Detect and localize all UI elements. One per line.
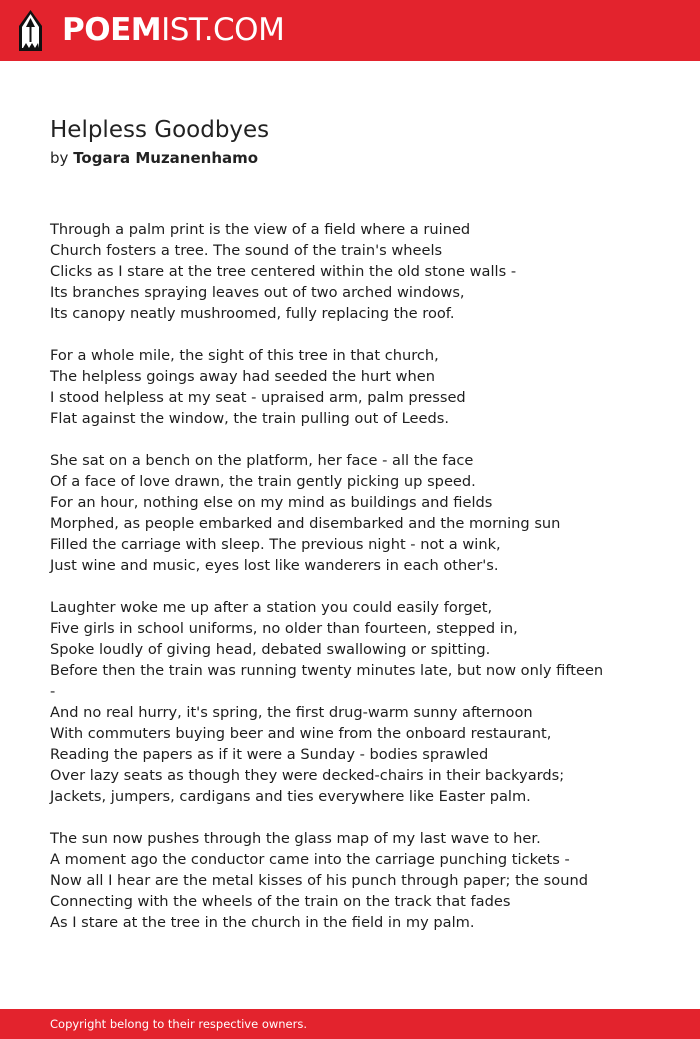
poem-line: For a whole mile, the sight of this tree in that church, [50,347,439,364]
poem-line: Its branches spraying leaves out of two arched windows, [50,284,465,301]
poem-line: Connecting with the wheels of the train on the track that fades [50,893,511,910]
poem-line: Laughter woke me up after a station you could easily forget, [50,599,493,616]
poem-line: And no real hurry, it's spring, the first drug-warm sunny afternoon [50,704,533,721]
poem-line: Five girls in school uniforms, no older than fourteen, stepped in, [50,620,518,637]
poem-line: The helpless goings away had seeded the hurt when [50,368,435,385]
poem-line: The sun now pushes through the glass map of my last wave to her. [50,830,541,847]
poem-line: Spoke loudly of giving head, debated swallowing or spitting. [50,641,491,658]
site-logo[interactable] [62,12,284,48]
poem-line: Before then the train was running twenty minutes late, but now only fifteen [50,662,604,679]
poem-line: Flat against the window, the train pulling out of Leeds. [50,410,450,427]
stanza-gap [50,429,670,450]
poem-line: For an hour, nothing else on my mind as buildings and fields [50,494,493,511]
brand-light-text: IST.COM [161,12,285,48]
poem-byline [50,149,258,167]
pen-nib-icon[interactable] [18,10,43,52]
poem-line: She sat on a bench on the platform, her face - all the face [50,452,474,469]
poem-line: A moment ago the conductor came into the carriage punching tickets - [50,851,570,868]
stanza-gap [50,576,670,597]
site-header [0,0,700,61]
poem-line: I stood helpless at my seat - upraised arm, palm pressed [50,389,466,406]
poem-line: Now all I hear are the metal kisses of his punch through paper; the sound [50,872,588,889]
poem-line: Its canopy neatly mushroomed, fully replacing the roof. [50,305,455,322]
brand-bold-text: POEM [62,12,162,48]
by-label: by [50,149,69,167]
poem-line: Reading the papers as if it were a Sunday - bodies sprawled [50,746,489,763]
poem-line: Clicks as I stare at the tree centered within the old stone walls - [50,263,517,280]
poem-line: As I stare at the tree in the church in the field in my palm. [50,914,475,931]
poem-line: Morphed, as people embarked and disembarked and the morning sun [50,515,561,532]
poem-line: - [50,683,56,700]
poem-line: Just wine and music, eyes lost like wanderers in each other's. [50,557,499,574]
poem-line: Of a face of love drawn, the train gently picking up speed. [50,473,476,490]
stanza-gap [50,807,670,828]
poem-author: Togara Muzanenhamo [73,149,259,167]
poem-line: Over lazy seats as though they were decked-chairs in their backyards; [50,767,565,784]
poem-line: Church fosters a tree. The sound of the train's wheels [50,242,443,259]
stanza-gap [50,324,670,345]
poem-body [50,219,670,933]
poem-title: Helpless Goodbyes [50,117,270,143]
poem-line: Jackets, jumpers, cardigans and ties everywhere like Easter palm. [50,788,531,805]
poem-line: Filled the carriage with sleep. The previous night - not a wink, [50,536,501,553]
copyright-text: Copyright belong to their respective owners. [50,1017,308,1031]
poem-line: With commuters buying beer and wine from the onboard restaurant, [50,725,552,742]
site-footer [0,1009,700,1039]
poem-line: Through a palm print is the view of a field where a ruined [50,221,471,238]
